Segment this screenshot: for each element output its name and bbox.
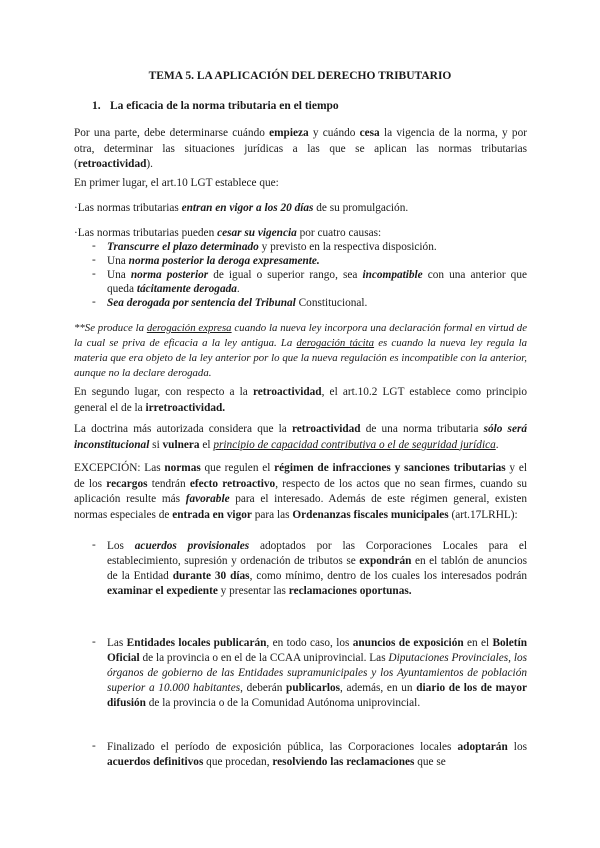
paragraph-doctrine [74, 422, 527, 453]
text: en el tablón de anuncios de la Entidad [107, 555, 527, 582]
list-dash: - [92, 539, 96, 551]
text: Las [107, 637, 127, 649]
text: , además, en un [340, 682, 417, 694]
note-derogation [74, 321, 527, 381]
cause-item-1 [107, 240, 527, 254]
list-dash: - [92, 636, 96, 648]
text: Finalizado el período de exposición pública, las Corporaciones locales [107, 741, 458, 753]
text-bold: entrada en vigor [172, 508, 252, 521]
text-bold: acuerdos definitivos [107, 756, 204, 768]
text: Los [107, 540, 135, 552]
text: para las [251, 508, 293, 521]
text: que se [414, 756, 446, 768]
text: (art.17LRHL): [448, 508, 518, 521]
text-italic-underlined: principio de capacidad contributiva o el de seguridad jurídica [213, 438, 496, 451]
text: de igual o superior rango, sea [208, 269, 363, 281]
text-bold-italic: tácitamente derogada [136, 283, 237, 295]
text-bold: cesa [359, 127, 380, 139]
text-bold: diario de los de mayor difusión [107, 682, 527, 709]
text-bold: empieza [269, 127, 309, 139]
text: **Se produce la [74, 322, 147, 334]
text: tendrán [147, 477, 190, 490]
text-bold: adoptarán [457, 741, 508, 753]
cause-item-3 [107, 268, 527, 296]
text: con una anterior que queda [107, 269, 527, 295]
text-bold: irretroactividad. [145, 401, 226, 414]
text: los [507, 741, 527, 753]
text: , respecto de los actos que no sean firmes, cuando su aplicación resulte más [74, 477, 527, 505]
text: cuando la nueva ley incorpora una declaración formal en virtud de la cual se priva de eficacia a la ley antigua. La [74, 322, 527, 349]
text-bold: expondrán [359, 555, 412, 567]
text: . [236, 283, 240, 295]
text: de una norma tributaria [360, 423, 484, 435]
text-bold-italic: sólo será inconstitucional [74, 423, 527, 451]
text-bold-italic: entran en vigor a los 20 días [181, 202, 314, 214]
text-bold: vulnera [162, 438, 200, 451]
text: y presentar las [217, 585, 289, 597]
paragraph-art10: En primer lugar, el art.10 LGT establece que: [74, 177, 279, 189]
section-heading [92, 100, 339, 112]
text-underlined: derogación expresa [146, 322, 232, 334]
text: Una [107, 269, 131, 281]
page-title: TEMA 5. LA APLICACIÓN DEL DERECHO TRIBUTARIO [148, 70, 452, 82]
text: en el [463, 637, 493, 649]
text: y el de los [74, 462, 527, 490]
text: EXCEPCIÓN: Las [74, 462, 165, 474]
text: el [199, 438, 214, 451]
text-bold: normas [164, 462, 201, 474]
text: Una [107, 255, 129, 267]
text: y cuándo [308, 127, 360, 139]
text: , como mínimo, dentro de los cuales los interesados podrán [249, 570, 527, 582]
text-italic: Diputaciones Provinciales, los órganos de gobierno de las Entidades supramunicipales y los Ayuntamientos de población superior a 10.000 habitantes [107, 652, 527, 694]
text-bold: régimen de infracciones y sanciones tributarias [274, 462, 506, 474]
text-bold: anuncios de exposición [352, 637, 464, 649]
text-bold-italic: acuerdos provisionales [134, 540, 250, 552]
text-bold: recargos [106, 477, 148, 490]
cause-item-4 [107, 296, 527, 310]
text: de la provincia o de la Comunidad Autónoma uniprovincial. [145, 697, 421, 709]
text: de su promulgación. [313, 202, 409, 214]
text-underlined: derogación tácita [296, 337, 375, 349]
text: adoptados por las Corporaciones Locales para el establecimiento, supresión y ordenación de tributos se [107, 540, 527, 567]
text-bold-italic: Sea derogada por sentencia del Tribunal [107, 297, 296, 309]
section-title: La eficacia de la norma tributaria en el tiempo [110, 100, 339, 112]
text-bold: durante 30 días [172, 570, 250, 582]
text: , el art.10.2 LGT establece como principio general el de la [74, 386, 528, 414]
text-bold: retroactividad [291, 423, 361, 435]
text: si [149, 438, 163, 451]
text-bold-italic: cesar su vigencia [217, 227, 297, 239]
text-bold-italic: norma posterior la deroga expresamente. [128, 255, 320, 267]
cause-item-2 [107, 254, 527, 268]
bullet-provisional-agreements [107, 539, 527, 599]
list-dash: - [92, 268, 96, 280]
text-bold: efecto retroactivo [189, 477, 276, 490]
paragraph-retroactivity [74, 385, 527, 416]
paragraph-entry-into-force [74, 201, 527, 217]
text-bold: Entidades locales publicarán [126, 637, 267, 649]
text: es cuando la nueva ley regula la materia que era objeto de la ley anterior por lo que la nueva regulación es incompatible con la anterior, aunque no la declare derogada. [74, 337, 527, 379]
text: La doctrina más autorizada considera que la [74, 423, 292, 435]
text-bold: retroactividad [252, 386, 322, 398]
text: En segundo lugar, con respecto a la [74, 386, 253, 398]
text: ·Las normas tributarias [74, 202, 182, 214]
text: , en todo caso, los [266, 637, 353, 649]
text-bold-italic: favorable [185, 493, 230, 505]
text-bold: reclamaciones oportunas. [288, 585, 412, 597]
text-bold-italic: norma posterior [130, 269, 209, 281]
text-bold: Boletín Oficial [107, 637, 527, 664]
section-number: 1. [92, 100, 101, 112]
text: y previsto en la respectiva disposición. [258, 241, 437, 253]
bullet-publication [107, 636, 527, 711]
text: ·Las normas tributarias pueden [74, 227, 218, 239]
text: Por una parte, debe determinarse cuándo [74, 127, 270, 139]
text-bold-italic: Transcurre el plazo determinado [107, 241, 259, 253]
text: . [495, 438, 499, 451]
text-bold-italic: incompatible [362, 269, 423, 281]
paragraph-exception [74, 461, 527, 523]
text-bold: examinar el expediente [107, 585, 218, 597]
text: la vigencia de la norma, y por otra, determinar las situaciones jurídicas a las que se aplican las normas tributarias ( [74, 127, 527, 170]
text: , deberán [240, 682, 287, 694]
list-dash: - [92, 296, 96, 308]
text: por cuatro causas: [296, 227, 382, 239]
list-dash: - [92, 240, 96, 252]
text-bold: resolviendo las reclamaciones [272, 756, 415, 768]
text: Constitucional. [295, 297, 368, 309]
list-dash: - [92, 254, 96, 266]
text: de la provincia o en el de la CCAA uniprovincial. Las [139, 652, 389, 664]
text-bold: publicarlos [286, 682, 341, 694]
text-bold: Ordenanzas fiscales municipales [292, 508, 449, 521]
paragraph-intro [74, 126, 527, 173]
list-dash: - [92, 740, 96, 752]
text: para el interesado. Además de este régimen general, existen normas especiales de [74, 493, 528, 521]
text: que procedan, [203, 756, 273, 768]
text: ). [146, 158, 153, 170]
bullet-definitive-agreements [107, 740, 527, 770]
text: que regulen el [200, 462, 275, 474]
text-bold: retroactividad [77, 158, 147, 170]
